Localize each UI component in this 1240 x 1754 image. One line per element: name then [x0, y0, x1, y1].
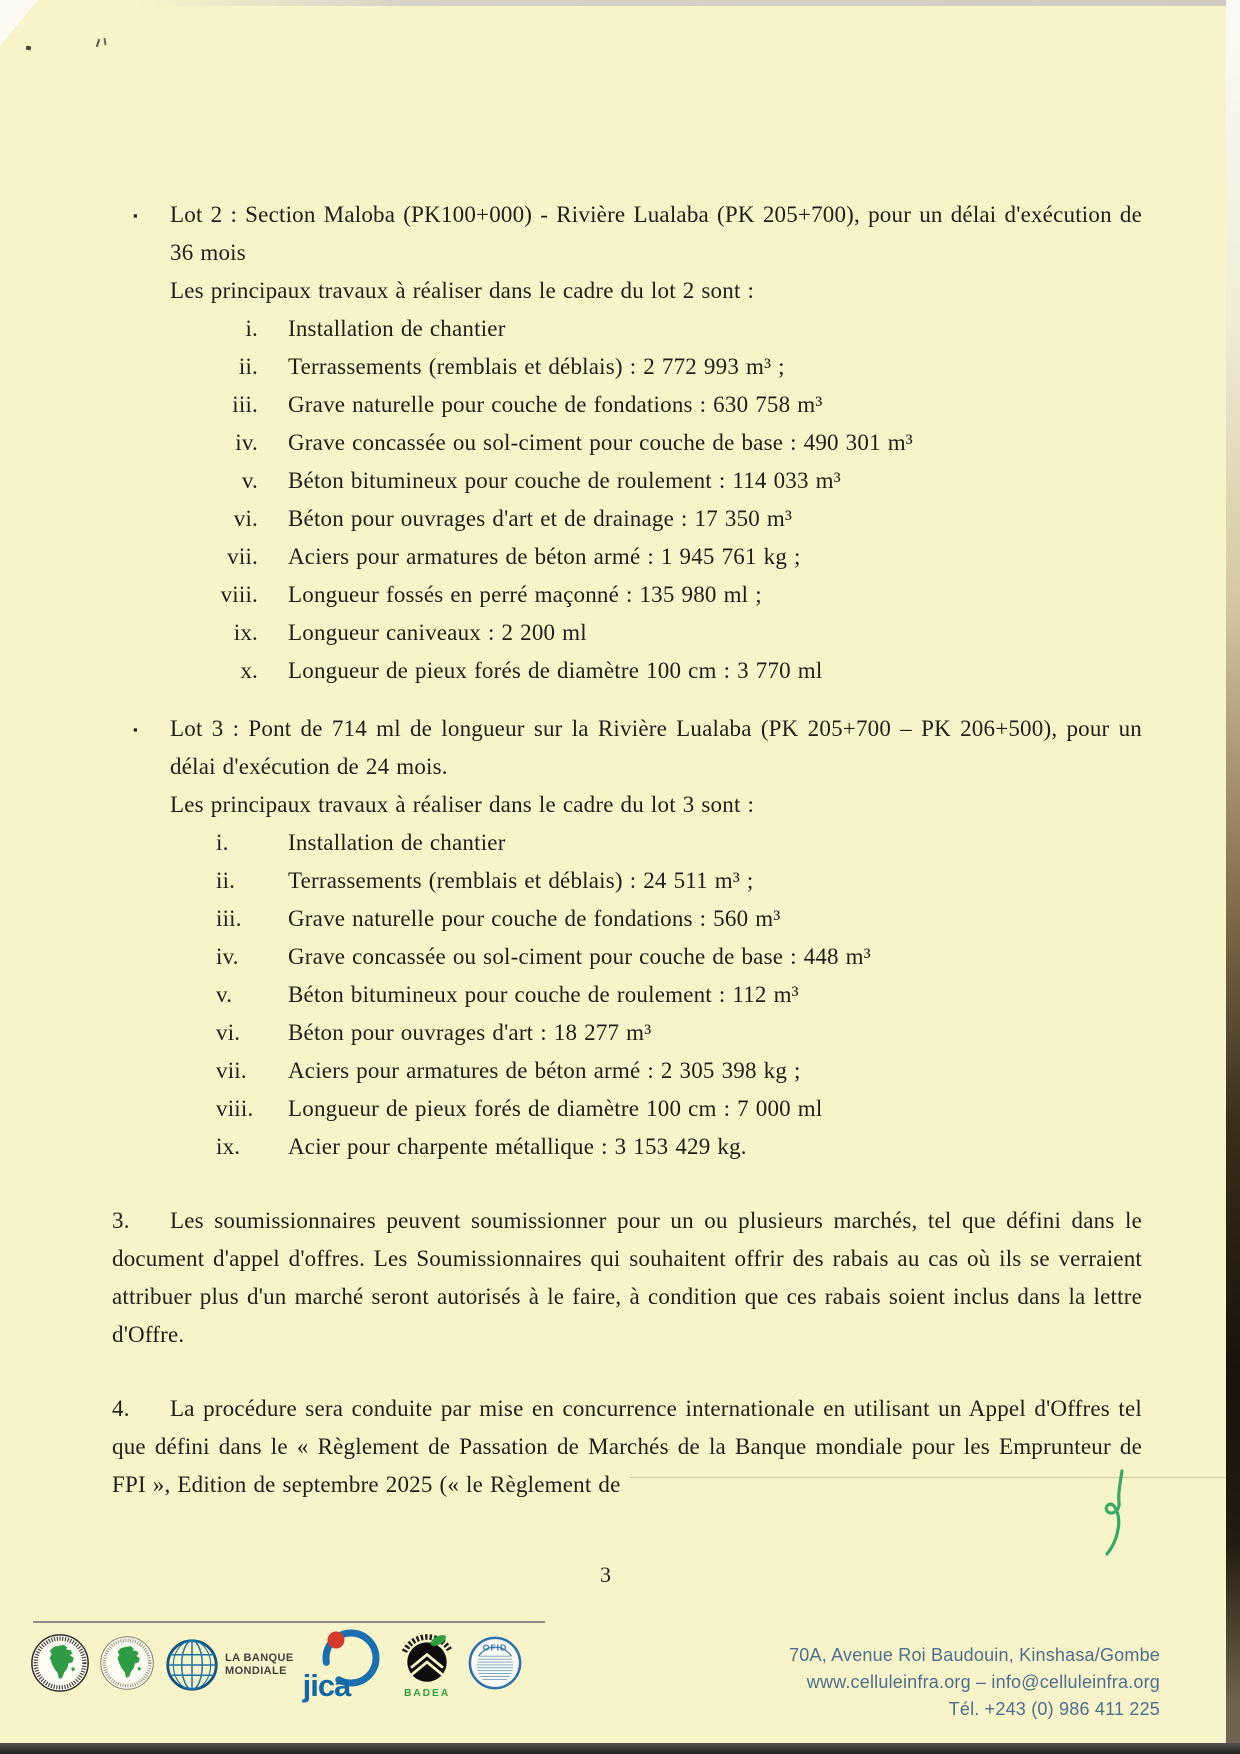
item-text: Aciers pour armatures de béton armé : 1 945 761 kg ; — [288, 544, 801, 569]
work-item-row — [170, 500, 1142, 538]
lot-2-section — [112, 196, 1142, 690]
lot-3-intro: Les principaux travaux à réaliser dans le cadre du lot 3 sont : — [170, 792, 755, 817]
item-roman-numeral: iii. — [216, 906, 242, 931]
lot-3-title: Lot 3 : Pont de 714 ml de longueur sur la Rivière Lualaba (PK 205+700 – PK 206+500), pour un délai d'exécution de 24 mois. — [170, 716, 1142, 779]
item-roman-numeral: vii. — [216, 1058, 247, 1083]
world-bank-logo-icon — [164, 1637, 294, 1693]
item-roman-numeral: vi. — [233, 506, 258, 531]
work-item-row — [170, 614, 1142, 652]
lot-2-intro: Les principaux travaux à réaliser dans le cadre du lot 2 sont : — [170, 278, 755, 303]
item-text: Longueur de pieux forés de diamètre 100 cm : 3 770 ml — [288, 658, 823, 683]
item-roman-numeral: viii. — [220, 582, 258, 607]
item-text: Terrassements (remblais et déblais) : 2 772 993 m³ ; — [288, 354, 785, 379]
item-text: Grave concassée ou sol-ciment pour couche de base : 448 m³ — [288, 944, 871, 969]
work-item-row — [170, 348, 1142, 386]
work-item-row — [170, 652, 1142, 690]
item-roman-numeral: i. — [245, 316, 258, 341]
paragraph-4 — [112, 1390, 1142, 1504]
work-item-row — [170, 386, 1142, 424]
lot-2-work-items — [170, 310, 1142, 690]
item-roman-numeral: ii. — [216, 868, 236, 893]
item-text: Longueur caniveaux : 2 200 ml — [288, 620, 587, 645]
item-text: Installation de chantier — [288, 830, 506, 855]
footer-divider — [33, 1621, 545, 1623]
work-item-row — [170, 862, 1142, 900]
scan-edge-bottom — [0, 1743, 1240, 1754]
work-item-row — [170, 1128, 1142, 1166]
ink-speck-icon — [96, 39, 100, 47]
item-text: Béton pour ouvrages d'art et de drainage : 17 350 m³ — [288, 506, 793, 531]
lot-2-title: Lot 2 : Section Maloba (PK100+000) - Rivière Lualaba (PK 205+700), pour un délai d'exécution de 36 mois — [170, 202, 1142, 265]
item-roman-numeral: viii. — [216, 1096, 254, 1121]
work-item-row — [170, 1090, 1142, 1128]
item-text: Grave naturelle pour couche de fondations : 630 758 m³ — [288, 392, 823, 417]
work-item-row — [170, 938, 1142, 976]
page-corner-fold — [0, 0, 38, 46]
footer-contact-line: www.celluleinfra.org – info@celluleinfra.org — [806, 1672, 1160, 1692]
item-roman-numeral: v. — [216, 982, 233, 1007]
ofid-logo-icon — [467, 1635, 523, 1696]
item-roman-numeral: vii. — [227, 544, 258, 569]
work-item-row — [170, 900, 1142, 938]
work-item-row — [170, 424, 1142, 462]
item-text: Béton bitumineux pour couche de roulement : 114 033 m³ — [288, 468, 841, 493]
paragraph-number: 4. — [112, 1396, 130, 1421]
lot-3-work-items — [170, 824, 1142, 1166]
funder-logos-row — [30, 1628, 530, 1702]
afdb-alt-logo-icon — [99, 1635, 155, 1696]
item-text: Installation de chantier — [288, 316, 506, 341]
item-text: Longueur de pieux forés de diamètre 100 cm : 7 000 ml — [288, 1096, 823, 1121]
square-bullet-icon: ▪ — [133, 208, 138, 223]
work-item-row — [170, 576, 1142, 614]
footer-contact-block — [789, 1642, 1160, 1723]
footer-contact-line: 70A, Avenue Roi Baudouin, Kinshasa/Gombe — [789, 1645, 1160, 1665]
item-roman-numeral: ix. — [233, 620, 258, 645]
paragraph-text: Les soumissionnaires peuvent soumissionner pour un ou plusieurs marchés, tel que défini dans le document d'appel d'offres. Les Soumissionnaires qui souhaitent offrir des rabais au cas où ils se verraient attribuer plus d'un marché seront autorisés à le faire, à condition que ces rabais soient inclus dans la lettre d'Offre. — [112, 1208, 1142, 1347]
item-text: Grave concassée ou sol-ciment pour couche de base : 490 301 m³ — [288, 430, 913, 455]
jica-logo-icon — [303, 1628, 387, 1702]
work-item-row — [170, 1014, 1142, 1052]
item-roman-numeral: v. — [241, 468, 258, 493]
item-text: Aciers pour armatures de béton armé : 2 305 398 kg ; — [288, 1058, 801, 1083]
work-item-row — [170, 824, 1142, 862]
work-item-row — [170, 538, 1142, 576]
scan-edge-top — [130, 0, 1240, 6]
item-roman-numeral: vi. — [216, 1020, 241, 1045]
ink-speck-icon — [26, 46, 32, 51]
document-body — [112, 196, 1142, 1504]
item-text: Terrassements (remblais et déblais) : 24 511 m³ ; — [288, 868, 754, 893]
afdb-logo-icon — [30, 1633, 90, 1698]
item-roman-numeral: ii. — [238, 354, 258, 379]
lot-3-section — [112, 710, 1142, 1166]
badea-logo-icon — [396, 1626, 458, 1705]
item-text: Acier pour charpente métallique : 3 153 429 kg. — [288, 1134, 747, 1159]
scan-edge-right — [1226, 0, 1240, 1754]
world-bank-label: LA BANQUE MONDIALE — [225, 1652, 294, 1677]
paragraph-3 — [112, 1202, 1142, 1354]
item-text: Béton bitumineux pour couche de roulement : 112 m³ — [288, 982, 799, 1007]
item-roman-numeral: i. — [216, 830, 229, 855]
work-item-row — [170, 310, 1142, 348]
item-roman-numeral: iv. — [216, 944, 239, 969]
badea-label: BADEA — [403, 1687, 450, 1699]
item-roman-numeral: iii. — [232, 392, 258, 417]
paragraph-text: La procédure sera conduite par mise en concurrence internationale en utilisant un Appel d'Offres tel que défini dans le « Règlement de Passation de Marchés de la Banque mondiale pour les Emprunteur de FPI », Edition de septembre 2025 (« le Règlement de — [112, 1396, 1142, 1497]
item-roman-numeral: iv. — [235, 430, 258, 455]
page-number: 3 — [600, 1562, 611, 1587]
work-item-row — [170, 1052, 1142, 1090]
ink-speck-icon — [104, 38, 107, 45]
item-roman-numeral: x. — [240, 658, 258, 683]
work-item-row — [170, 976, 1142, 1014]
footer-contact-line: Tél. +243 (0) 986 411 225 — [948, 1699, 1160, 1719]
jica-label: jica — [302, 1668, 351, 1703]
item-text: Béton pour ouvrages d'art : 18 277 m³ — [288, 1020, 652, 1045]
item-text: Grave naturelle pour couche de fondations : 560 m³ — [288, 906, 781, 931]
item-roman-numeral: ix. — [216, 1134, 241, 1159]
green-pen-mark-icon — [1096, 1468, 1142, 1570]
square-bullet-icon: ▪ — [133, 722, 138, 737]
item-text: Longueur fossés en perré maçonné : 135 980 ml ; — [288, 582, 762, 607]
ofid-label: OFID — [482, 1641, 507, 1652]
work-item-row — [170, 462, 1142, 500]
paragraph-number: 3. — [112, 1208, 130, 1233]
